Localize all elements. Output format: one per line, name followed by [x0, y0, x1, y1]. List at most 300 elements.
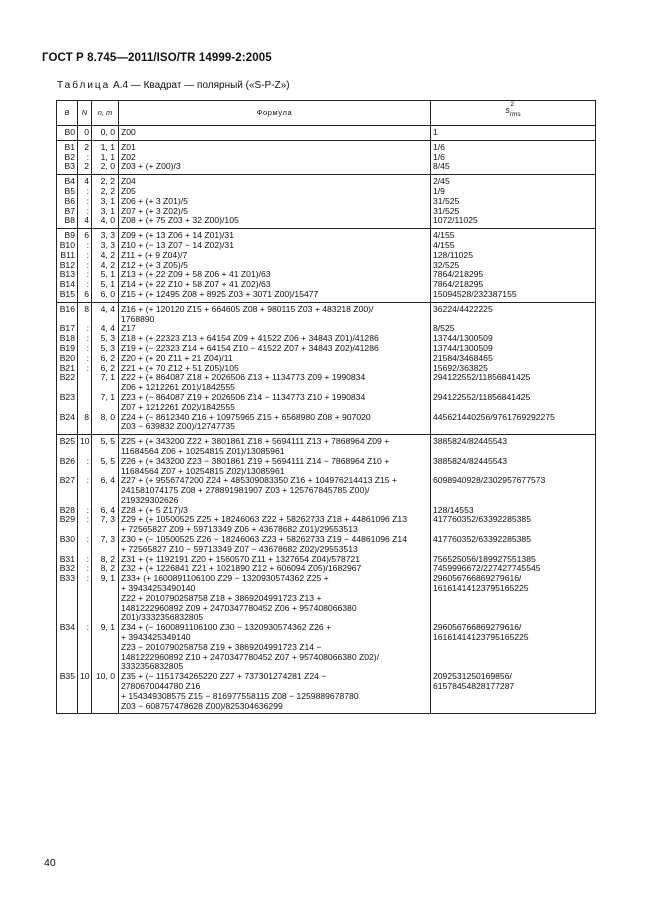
table-row [57, 261, 596, 271]
cell-nm: 5, 5 [92, 435, 119, 457]
cell-nm: 5, 1 [92, 270, 119, 280]
cell-s2rms [431, 373, 596, 393]
cell-s2rms [431, 334, 596, 344]
formula-line: Z13 + (+ 22 Z09 + 58 Z06 + 41 Z01)/63 [121, 270, 271, 280]
s2rms-line: 7864/218295 [433, 280, 484, 290]
cell-b: B7 [57, 207, 78, 217]
s2rms-line: 8/45 [433, 162, 450, 172]
cell-formula [119, 623, 431, 672]
cell-formula [119, 140, 431, 152]
formula-line: + 72565827 Z09 + 59713349 Z06 + 43678682 Z01)/29553513 [121, 525, 358, 535]
s2rms-line: 296056766869279616/ [433, 574, 522, 584]
s2rms-line: 15094528/232387155 [433, 289, 517, 299]
cell-b: B15 [57, 290, 78, 302]
formula-line: Z07 + (+ 3 Z02)/5 [121, 206, 188, 216]
caption-title: А.4 — Квадрат — полярный («S-P-Z») [110, 80, 290, 91]
formula-line: Z31 + (+ 1192191 Z20 + 1560570 Z11 + 1327654 Z04)/578721 [121, 554, 361, 564]
formula-line: Z06 + 1212261 Z01)/1842555 [121, 383, 235, 393]
table-row [57, 535, 596, 555]
cell-n: 8 [78, 413, 92, 435]
table-row [57, 302, 596, 324]
table-row [57, 229, 596, 241]
cell-nm: 6, 2 [92, 364, 119, 374]
cell-b: B14 [57, 280, 78, 290]
formula-line: Z29 + (+ 10500525 Z25 + 18246063 Z22 + 58262733 Z18 + 44861096 Z13 [121, 515, 407, 525]
formula-line: Z23 + (− 864087 Z19 + 2026506 Z14 − 1134773 Z10 + 1990834 [121, 392, 366, 402]
cell-n: : [78, 270, 92, 280]
cell-s2rms [431, 364, 596, 374]
cell-b: B16 [57, 302, 78, 324]
polynomial-table [56, 100, 596, 714]
table-row [57, 140, 596, 152]
cell-s2rms [431, 241, 596, 251]
table-row [57, 324, 596, 334]
table-row [57, 334, 596, 344]
cell-nm: 8, 2 [92, 564, 119, 574]
table-row [57, 216, 596, 228]
s2rms-line: 128/14553 [433, 505, 474, 515]
cell-n: : [78, 506, 92, 516]
cell-s2rms [431, 413, 596, 435]
formula-line: Z20 + (+ 20 Z11 + 21 Z04)/11 [121, 353, 233, 363]
cell-formula [119, 197, 431, 207]
cell-s2rms [431, 302, 596, 324]
cell-nm: 6, 4 [92, 476, 119, 505]
cell-s2rms [431, 187, 596, 197]
cell-s2rms [431, 270, 596, 280]
formula-line: 11684564 Z06 + 10254815 Z01)/13085961 [121, 446, 285, 456]
formula-line: 11684564 Z07 + 10254815 Z02)/13085961 [121, 466, 285, 476]
table-row [57, 290, 596, 302]
formula-line: Z06 + (+ 3 Z01)/5 [121, 196, 188, 206]
cell-s2rms [431, 324, 596, 334]
formula-line: Z15 + (+ 12495 Z08 + 8925 Z03 + 3071 Z00)/15477 [121, 289, 319, 299]
cell-n: : [78, 574, 92, 623]
cell-b: B12 [57, 261, 78, 271]
s2rms-line: 417760352/63392285385 [433, 515, 531, 525]
cell-formula [119, 126, 431, 141]
table-row [57, 175, 596, 187]
cell-formula [119, 251, 431, 261]
cell-nm: 5, 1 [92, 280, 119, 290]
cell-formula [119, 515, 431, 535]
cell-nm: 2, 2 [92, 187, 119, 197]
cell-formula [119, 187, 431, 197]
s2rms-line: 294122552/11856841425 [433, 373, 531, 383]
s2rms-line: 15692/363825 [433, 363, 488, 373]
s2rms-line: 1/6 [433, 142, 445, 152]
cell-n: : [78, 241, 92, 251]
s2rms-line: 36224/4422225 [433, 304, 493, 314]
s2rms-line: 31/525 [433, 196, 460, 206]
cell-formula [119, 175, 431, 187]
cell-n: : [78, 535, 92, 555]
cell-formula [119, 229, 431, 241]
cell-b: B33 [57, 574, 78, 623]
formula-line: 3332356832805 [121, 662, 184, 672]
formula-line: Z21 + (+ 70 Z12 + 51 Z05)/105 [121, 363, 239, 373]
table-row [57, 515, 596, 535]
formula-line: Z01 [121, 142, 136, 152]
formula-line: Z18 + (+ 22323 Z13 + 64154 Z09 + 41522 Z06 + 34843 Z01)/41286 [121, 334, 379, 344]
s2rms-line: 16161414123795165225 [433, 633, 529, 643]
formula-line: + 72565827 Z10 − 59713349 Z07 − 43678682 Z02)/29553513 [121, 544, 358, 554]
cell-formula [119, 535, 431, 555]
cell-n: : [78, 564, 92, 574]
cell-formula [119, 270, 431, 280]
cell-b: B20 [57, 354, 78, 364]
table-row [57, 506, 596, 516]
formula-line: Z00 [121, 128, 136, 137]
table-row [57, 373, 596, 393]
cell-s2rms [431, 354, 596, 364]
formula-line: Z22 + 2010790258758 Z18 + 3869204991723 Z13 + [121, 593, 322, 603]
cell-s2rms [431, 251, 596, 261]
cell-s2rms [431, 535, 596, 555]
formula-line: Z03 − 639832 Z00)/12747735 [121, 422, 235, 432]
formula-line: Z23 − 2010790258758 Z19 + 3869204991723 Z14 − [121, 642, 322, 652]
s2rms-line: 31/525 [433, 206, 460, 216]
table-row [57, 187, 596, 197]
cell-nm: 2, 0 [92, 162, 119, 174]
formula-line: Z10 + (− 13 Z07 − 14 Z02)/31 [121, 240, 234, 250]
cell-nm: 3, 1 [92, 197, 119, 207]
cell-nm: 0, 0 [92, 126, 119, 141]
cell-n: 10 [78, 672, 92, 714]
cell-n: : [78, 187, 92, 197]
cell-b: B26 [57, 457, 78, 477]
cell-n: : [78, 515, 92, 535]
cell-formula [119, 153, 431, 163]
cell-n: 0 [78, 126, 92, 141]
cell-s2rms [431, 261, 596, 271]
formula-line: Z22 + (+ 864087 Z18 + 2026506 Z13 + 1134773 Z09 + 1990834 [121, 373, 366, 383]
cell-n: 2 [78, 162, 92, 174]
cell-s2rms [431, 229, 596, 241]
cell-b: B22 [57, 373, 78, 393]
cell-s2rms [431, 393, 596, 413]
cell-formula [119, 162, 431, 174]
s-superscript: 2 [510, 101, 514, 109]
cell-s2rms [431, 175, 596, 187]
cell-formula [119, 672, 431, 714]
cell-b: B31 [57, 555, 78, 565]
formula-line: Z05 [121, 186, 136, 196]
s2rms-line: 445621440256/9761769292275 [433, 412, 555, 422]
s2rms-line: 296056766869279616/ [433, 623, 522, 633]
cell-s2rms [431, 216, 596, 228]
formula-line: Z08 + (+ 75 Z03 + 32 Z00)/105 [121, 216, 239, 226]
cell-b: B18 [57, 334, 78, 344]
cell-s2rms [431, 564, 596, 574]
cell-b: B29 [57, 515, 78, 535]
formula-line: Z01)/3332356832805 [121, 613, 204, 623]
formula-line: Z33+ (+ 1600891106100 Z29 − 1320930574362 Z25 + [121, 574, 329, 584]
s2rms-line: 6098940928/2302957677573 [433, 476, 546, 486]
s2rms-line: 7459996672/227427745545 [433, 564, 541, 574]
cell-nm: 10, 0 [92, 672, 119, 714]
formula-line: Z25 + (+ 343200 Z22 + 3801861 Z18 + 5694111 Z13 + 7868964 Z09 + [121, 437, 390, 447]
header-s2rms [431, 101, 596, 126]
s2rms-line: 4/155 [433, 231, 455, 241]
s2rms-line: 13744/1300509 [433, 334, 493, 344]
cell-n: : [78, 197, 92, 207]
cell-n: : [78, 364, 92, 374]
cell-s2rms [431, 162, 596, 174]
cell-nm: 4, 4 [92, 324, 119, 334]
cell-nm: 3, 1 [92, 207, 119, 217]
formula-line: Z12 + (+ 3 Z05)/5 [121, 260, 188, 270]
table-row [57, 413, 596, 435]
cell-formula [119, 476, 431, 505]
table-row [57, 197, 596, 207]
cell-b: B24 [57, 413, 78, 435]
s2rms-line: 4/155 [433, 240, 455, 250]
cell-formula [119, 354, 431, 364]
formula-line: 219329302626 [121, 495, 179, 505]
cell-n [78, 373, 92, 393]
cell-n [78, 393, 92, 413]
cell-b: B9 [57, 229, 78, 241]
table-row [57, 153, 596, 163]
cell-b: B5 [57, 187, 78, 197]
cell-b: B0 [57, 126, 78, 141]
cell-nm: 9, 1 [92, 574, 119, 623]
cell-formula [119, 344, 431, 354]
cell-nm: 5, 5 [92, 457, 119, 477]
cell-b: B27 [57, 476, 78, 505]
cell-nm: 2, 2 [92, 175, 119, 187]
s2rms-line: 2/45 [433, 177, 450, 187]
formula-line: Z30 + (− 10500525 Z26 − 18246063 Z23 + 58262733 Z19 − 44861096 Z14 [121, 535, 407, 545]
cell-nm: 5, 3 [92, 344, 119, 354]
table-row [57, 207, 596, 217]
cell-s2rms [431, 515, 596, 535]
table-row [57, 251, 596, 261]
cell-n: 2 [78, 140, 92, 152]
cell-b: B25 [57, 435, 78, 457]
cell-formula [119, 302, 431, 324]
cell-s2rms [431, 140, 596, 152]
formula-line: Z03 − 608757478628 Z00)/825304636299 [121, 701, 283, 711]
cell-b: B17 [57, 324, 78, 334]
caption-label: Таблица [57, 80, 111, 91]
table-row [57, 354, 596, 364]
cell-s2rms [431, 280, 596, 290]
cell-n: : [78, 354, 92, 364]
formula-line: Z09 + (+ 13 Z06 + 14 Z01)/31 [121, 231, 234, 241]
cell-formula [119, 435, 431, 457]
header-nm: n, m [92, 101, 119, 126]
cell-b: B30 [57, 535, 78, 555]
cell-formula [119, 457, 431, 477]
cell-s2rms [431, 574, 596, 623]
table-row [57, 162, 596, 174]
cell-s2rms [431, 344, 596, 354]
cell-b: B1 [57, 140, 78, 152]
cell-n: 4 [78, 175, 92, 187]
cell-n: : [78, 334, 92, 344]
cell-nm: 1, 1 [92, 153, 119, 163]
cell-n: 8 [78, 302, 92, 324]
cell-b: B6 [57, 197, 78, 207]
cell-nm: 4, 2 [92, 251, 119, 261]
formula-line: + 39434253490140 [121, 584, 196, 594]
cell-s2rms [431, 290, 596, 302]
cell-n: : [78, 623, 92, 672]
cell-n: 4 [78, 216, 92, 228]
s2rms-line: 128/11025 [433, 250, 473, 260]
formula-line: Z35 + (− 1151734265220 Z27 + 737301274281 Z24 − [121, 672, 327, 682]
cell-nm: 4, 2 [92, 261, 119, 271]
s-subscript: rms [509, 111, 521, 118]
cell-n: : [78, 457, 92, 477]
cell-formula [119, 506, 431, 516]
table-row [57, 393, 596, 413]
formula-line: Z28 + (+ 5 Z17)/3 [121, 505, 188, 515]
s2rms-line: 3885824/82445543 [433, 456, 508, 466]
table-row [57, 672, 596, 714]
formula-line: 1481222960892 Z10 + 2470347780452 Z07 + 957408066380 Z02)/ [121, 652, 380, 662]
cell-n: : [78, 476, 92, 505]
formula-line: Z34 + (− 1600891106100 Z30 − 1320930574362 Z26 + [121, 623, 332, 633]
cell-n: : [78, 324, 92, 334]
formula-line: Z17 [121, 324, 136, 334]
s2rms-line: 7864/218295 [433, 270, 484, 280]
s2rms-line: 2092531250169856/ [433, 672, 512, 682]
formula-line: Z27 + (+ 9556747200 Z24 + 485309083350 Z16 + 104976214413 Z15 + [121, 476, 397, 486]
cell-s2rms [431, 197, 596, 207]
cell-s2rms [431, 435, 596, 457]
s-symbol: s [505, 105, 510, 116]
formula-line: Z24 + (− 8612340 Z16 + 10975965 Z15 + 6568980 Z08 + 907020 [121, 412, 371, 422]
formula-line: Z32 + (+ 1226841 Z21 + 1021890 Z12 + 606094 Z05)/1682967 [121, 564, 362, 574]
s2rms-line: 756525056/189927551385 [433, 554, 536, 564]
cell-b: B10 [57, 241, 78, 251]
formula-line: Z03 + (+ Z00)/3 [121, 162, 181, 172]
cell-formula [119, 290, 431, 302]
table-row [57, 364, 596, 374]
cell-formula [119, 364, 431, 374]
s2rms-line: 61578454828177287 [433, 682, 515, 692]
formula-line: Z26 + (+ 343200 Z23 − 3801861 Z19 + 5694111 Z14 − 7868964 Z10 + [121, 456, 390, 466]
table-row [57, 344, 596, 354]
cell-nm: 6, 0 [92, 290, 119, 302]
cell-formula [119, 334, 431, 344]
table-row [57, 270, 596, 280]
cell-nm: 7, 3 [92, 515, 119, 535]
cell-b: B4 [57, 175, 78, 187]
table-row [57, 574, 596, 623]
s2rms-line: 3885824/82445543 [433, 437, 508, 447]
cell-b: B21 [57, 364, 78, 374]
cell-b: B35 [57, 672, 78, 714]
table-row [57, 476, 596, 505]
cell-b: B34 [57, 623, 78, 672]
cell-b: B19 [57, 344, 78, 354]
cell-s2rms [431, 672, 596, 714]
s2rms-line: 1/6 [433, 152, 445, 162]
s2rms-line: 417760352/63392285385 [433, 535, 531, 545]
cell-n: : [78, 344, 92, 354]
s2rms-line: 16161414123795165225 [433, 584, 529, 594]
header-n: N [78, 101, 92, 126]
cell-formula [119, 555, 431, 565]
cell-nm: 7, 3 [92, 535, 119, 555]
formula-line: Z16 + (+ 120120 Z15 + 664605 Z08 + 980115 Z03 + 483218 Z00)/ [121, 304, 374, 314]
cell-formula [119, 280, 431, 290]
cell-nm: 9, 1 [92, 623, 119, 672]
cell-s2rms [431, 207, 596, 217]
formula-line: Z04 [121, 177, 136, 187]
cell-b: B28 [57, 506, 78, 516]
table-row [57, 280, 596, 290]
s2rms-line: 1072/11025 [433, 216, 478, 226]
cell-n: : [78, 153, 92, 163]
cell-s2rms [431, 476, 596, 505]
cell-n: : [78, 555, 92, 565]
formula-line: 241581074175 Z08 + 278891981907 Z03 + 125767845785 Z00)/ [121, 486, 370, 496]
cell-n: : [78, 261, 92, 271]
cell-b: B23 [57, 393, 78, 413]
cell-nm: 6, 2 [92, 354, 119, 364]
cell-b: B3 [57, 162, 78, 174]
cell-nm: 6, 4 [92, 506, 119, 516]
page-number: 40 [44, 857, 56, 869]
table-caption [57, 80, 290, 91]
cell-nm: 7, 1 [92, 393, 119, 413]
formula-line: 1481222960892 Z09 + 2470347780452 Z06 + 957408066380 [121, 603, 357, 613]
header-b: B [57, 101, 78, 126]
cell-nm: 3, 3 [92, 241, 119, 251]
cell-formula [119, 324, 431, 334]
cell-nm: 3, 3 [92, 229, 119, 241]
cell-b: B13 [57, 270, 78, 280]
table-row [57, 564, 596, 574]
table-row [57, 435, 596, 457]
s2rms-line: 21584/3468465 [433, 353, 493, 363]
cell-nm: 4, 4 [92, 302, 119, 324]
cell-formula [119, 241, 431, 251]
s2rms-line: 1 [433, 128, 438, 137]
cell-nm: 8, 2 [92, 555, 119, 565]
formula-line: + 154349308575 Z15 − 816977558115 Z08 − 1259889678780 [121, 691, 359, 701]
cell-formula [119, 373, 431, 393]
table-row [57, 457, 596, 477]
table-row [57, 555, 596, 565]
cell-nm: 8, 0 [92, 413, 119, 435]
formula-line: 2780670044780 Z16 [121, 682, 201, 692]
formula-line: 1768890 [121, 314, 155, 324]
s2rms-line: 294122552/11856841425 [433, 392, 531, 402]
table-body [57, 126, 596, 714]
s2rms-line: 32/525 [433, 260, 460, 270]
cell-n: 10 [78, 435, 92, 457]
cell-formula [119, 413, 431, 435]
cell-s2rms [431, 555, 596, 565]
cell-formula [119, 216, 431, 228]
formula-line: Z11 + (+ 9 Z04)/7 [121, 250, 188, 260]
cell-s2rms [431, 153, 596, 163]
cell-s2rms [431, 126, 596, 141]
cell-n: 6 [78, 290, 92, 302]
cell-n: : [78, 280, 92, 290]
cell-nm: 7, 1 [92, 373, 119, 393]
cell-formula [119, 261, 431, 271]
table-row [57, 126, 596, 141]
cell-nm: 5, 3 [92, 334, 119, 344]
document-header: ГОСТ Р 8.745—2011/ISO/TR 14999-2:2005 [42, 52, 272, 64]
